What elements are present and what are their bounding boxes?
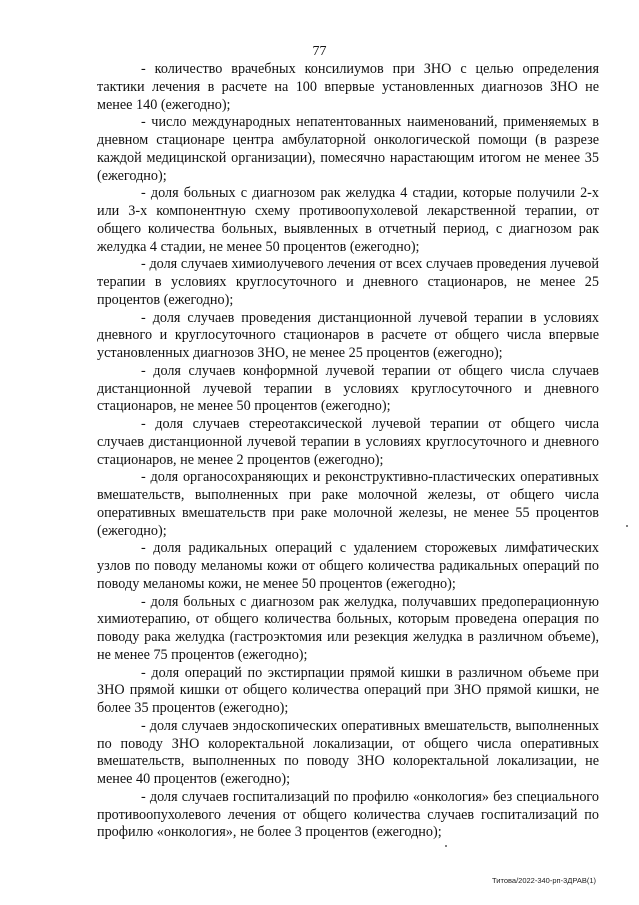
paragraph-external-radiation: - доля случаев проведения дистанционной лучевой терапии в условиях дневного и круглосуточного стационаров в расчете от общего числа впервые установленных диагнозов ЗНО, не менее 25 процентов (ежегодно); [97, 309, 599, 361]
paragraph-rectal-extirpation: - доля операций по экстирпации прямой кишки в различном объеме при ЗНО прямой кишки от общего количества операций при ЗНО прямой кишки, не более 35 процентов (ежегодно); [97, 664, 599, 716]
paragraph-breast-surgery: - доля органосохраняющих и реконструктивно-пластических оперативных вмешательств, выполненных при раке молочной железы, от общего числа оперативных вмешательств при раке молочной железы, не менее 55 процентов (ежегодно); [97, 469, 599, 539]
paragraph-inn-count: - число международных непатентованных наименований, применяемых в дневном стационаре центра амбулаторной онкологической помощи (в разрезе каждой медицинской организации), помесячно нарастающим итогом не менее 35 (ежегодно); [97, 114, 599, 184]
paragraph-conformal-radiation: - доля случаев конформной лучевой терапии от общего числа случаев дистанционной лучевой терапии в условиях круглосуточного и дневного стационаров, не менее 50 процентов (ежегодно); [97, 362, 599, 415]
paragraph-endoscopic-surgery: - доля случаев эндоскопических оперативных вмешательств, выполненных по поводу ЗНО колоректальной локализации, от общего числа оперативных вмешательств, выполненных по поводу ЗНО колоректальной локализации, не менее 40 процентов (ежегодно); [97, 717, 599, 787]
body-text [97, 61, 599, 842]
paragraph-gastric-cancer-therapy: - доля больных с диагнозом рак желудка 4 стадии, которые получили 2-х или 3-х компонентную схему противоопухолевой лекарственной терапии, от общего количества больных, выявленных в отчетный период, с диагнозом рак желудка 4 стадии, не менее 50 процентов (ежегодно); [97, 185, 599, 255]
scan-speck [626, 525, 628, 527]
paragraph-melanoma-surgery: - доля радикальных операций с удалением сторожевых лимфатических узлов по поводу меланомы кожи от общего количества радикальных операций по поводу меланомы кожи, не менее 50 процентов (ежегодно); [97, 540, 599, 592]
paragraph-consilium-count: - количество врачебных консилиумов при ЗНО с целью определения тактики лечения в расчете на 100 впервые установленных диагнозов ЗНО не менее 140 (ежегодно); [97, 61, 599, 113]
paragraph-chemoradiation: - доля случаев химиолучевого лечения от всех случаев проведения лучевой терапии в условиях круглосуточного и дневного стационаров, не менее 25 процентов (ежегодно); [97, 256, 599, 308]
scan-speck [445, 845, 447, 847]
page-number: 77 [312, 44, 327, 59]
footer-reference: Титова/2022-340-рп-3ДРАВ(1) [492, 876, 596, 885]
paragraph-gastric-chemo: - доля больных с диагнозом рак желудка, получавших предоперационную химиотерапию, от общего количества больных, которым проведена операция по поводу рака желудка (гастроэктомия или резекция желудка в различном объеме), не менее 75 процентов (ежегодно); [97, 593, 599, 663]
paragraph-stereotactic-radiation: - доля случаев стереотаксической лучевой терапии от общего числа случаев дистанционной лучевой терапии в условиях круглосуточного и дневного стационаров, не менее 2 процентов (ежегодно); [97, 416, 599, 468]
paragraph-hospitalization: - доля случаев госпитализаций по профилю «онкология» без специального противоопухолевого лечения от общего количества случаев госпитализаций по профилю «онкология», не более 3 процентов (ежегодно); [97, 788, 599, 841]
